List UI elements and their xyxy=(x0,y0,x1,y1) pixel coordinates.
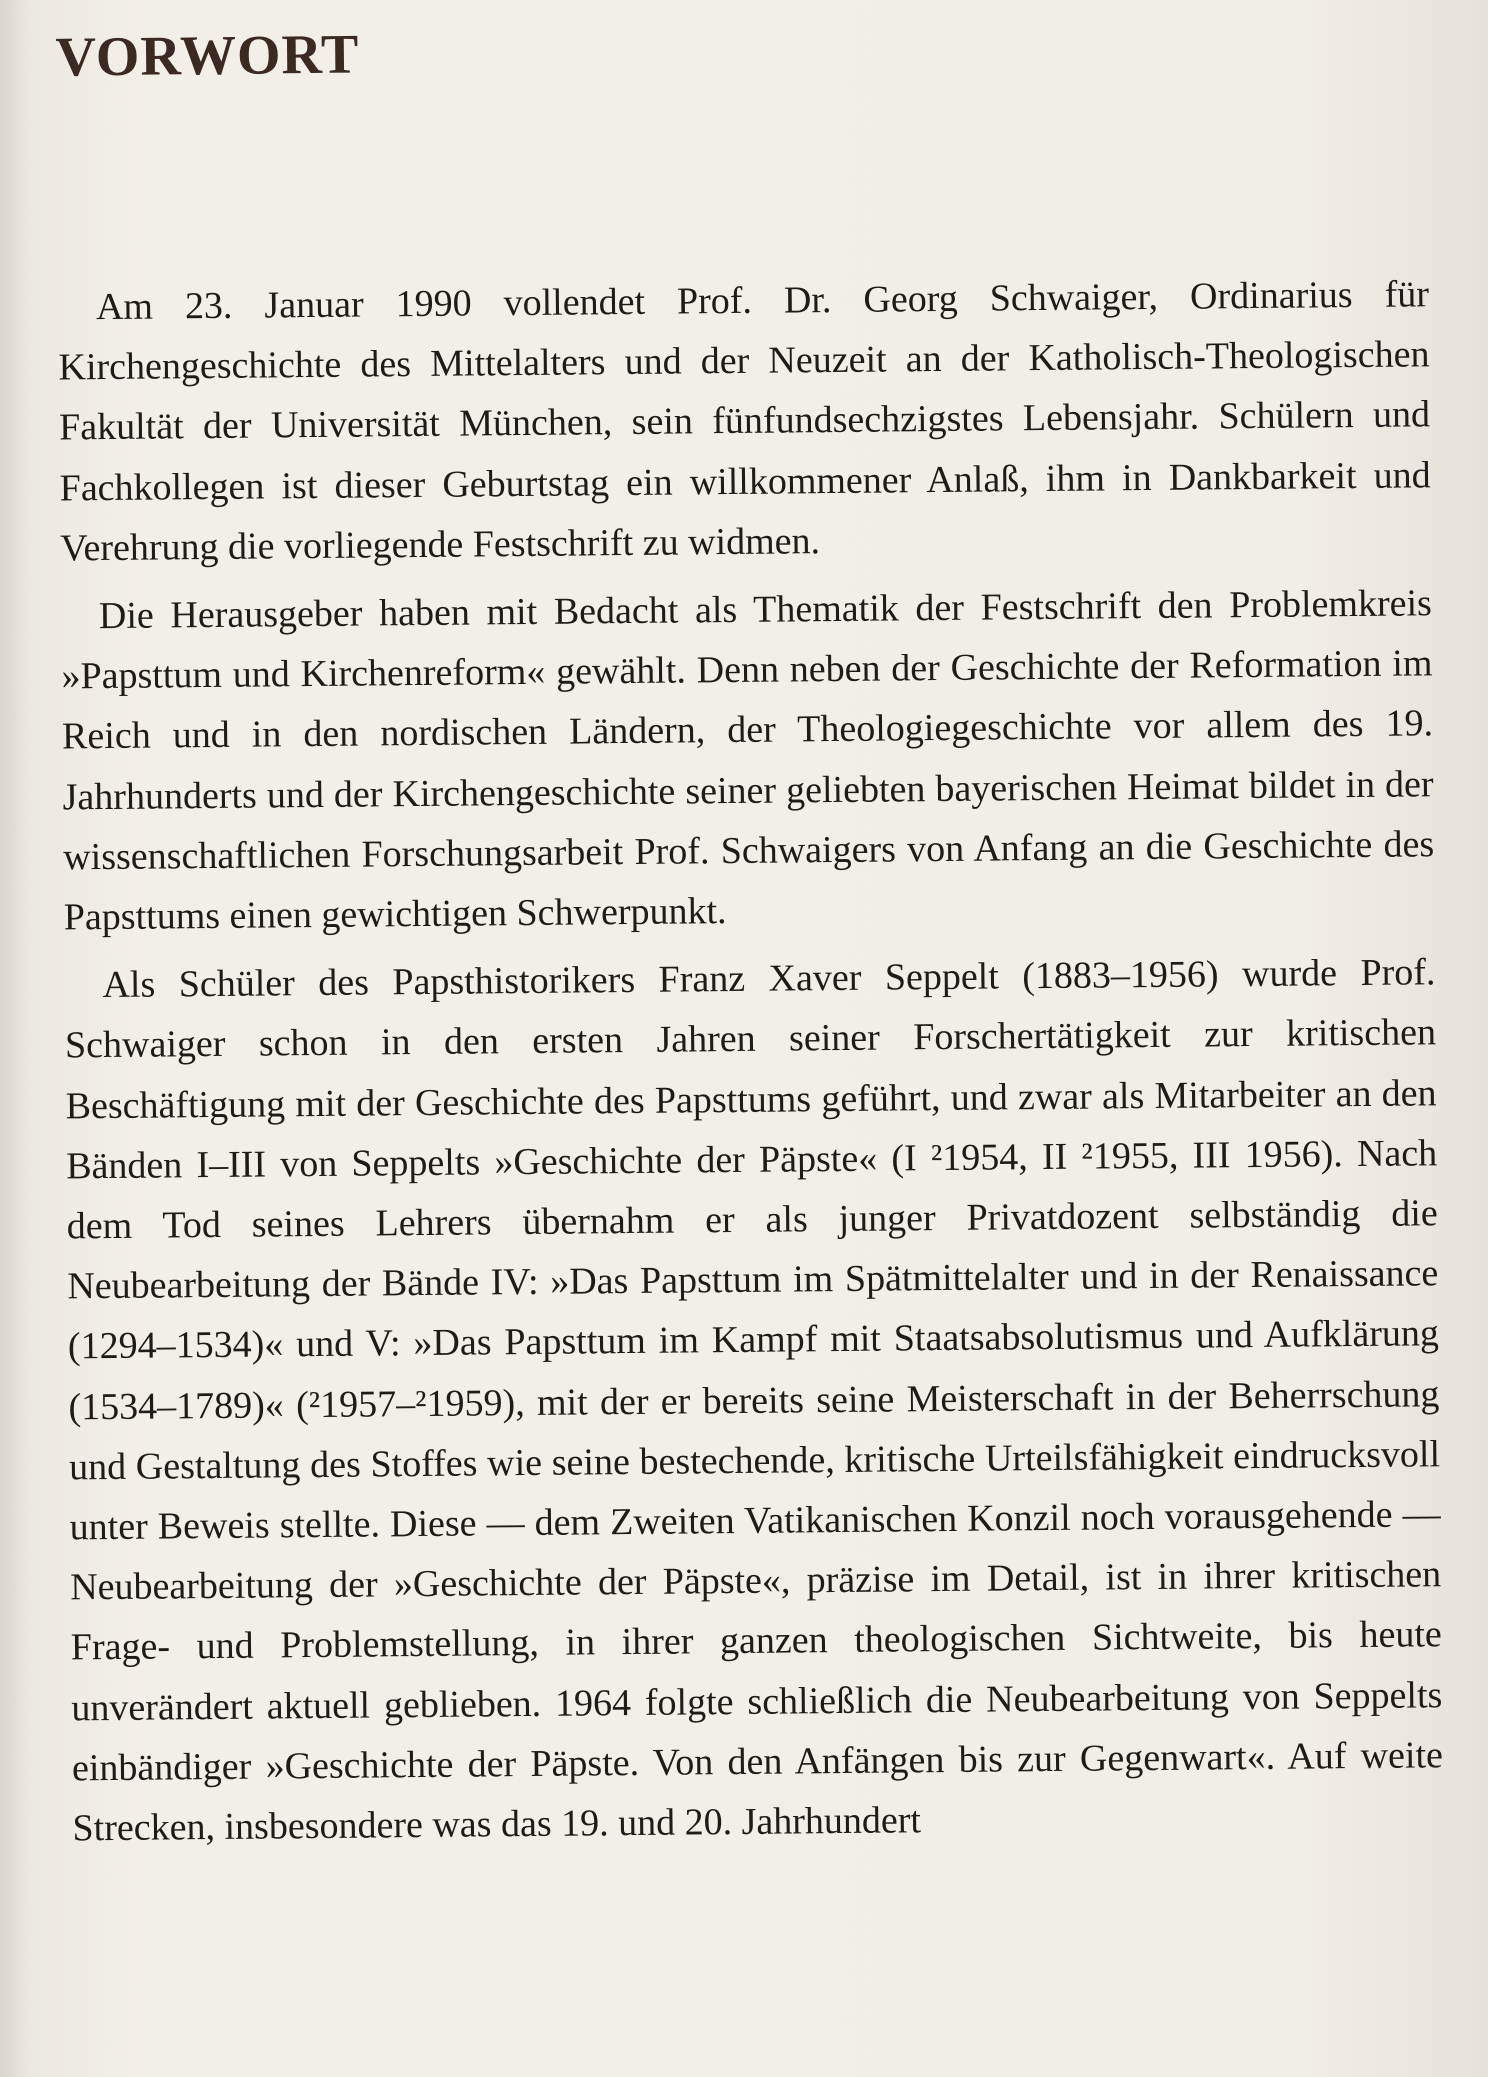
paragraph-3: Als Schüler des Papsthistorikers Franz Xaver Seppelt (1883–1956) wurde Prof. Schwaiger schon in den ersten Jahren seiner Forschertätigkeit zur kritischen Beschäftigung mit der Geschichte des Papsttums geführt, und zwar als Mitarbeiter an den Bänden I–III von Seppelts »Geschichte der Päpste« (I ²1954, II ²1955, III 1956). Nach dem Tod seines Lehrers übernahm er als junger Privatdozent selbständig die Neubearbeitung der Bände IV: »Das Papsttum im Spätmittelalter und in der Renaissance (1294–1534)« und V: »Das Papsttum im Kampf mit Staatsabsolutismus und Aufklärung (1534–1789)« (²1957–²1959), mit der er bereits seine Meisterschaft in der Beherrschung und Gestaltung des Stoffes wie seine bestechende, kritische Urteilsfähigkeit eindrucksvoll unter Beweis stellte. Diese — dem Zweiten Vatikanischen Konzil noch vorausgehende — Neubearbeitung der »Geschichte der Päpste«, präzise im Detail, ist in ihrer kritischen Frage- und Problemstellung, in ihrer ganzen theologischen Sichtweite, bis heute unverändert aktuell geblieben. 1964 folgte schließlich die Neubearbeitung von Seppelts einbändiger »Geschichte der Päpste. Von den Anfängen bis zur Gegenwart«. Auf weite Strecken, insbesondere was das 19. und 20. Jahrhundert xyxy=(64,951,1444,1850)
page-body xyxy=(58,264,1444,1858)
page-title: VORWORT xyxy=(55,23,360,89)
paragraph-2: Die Herausgeber haben mit Bedacht als Thematik der Festschrift den Problemkreis »Papsttum und Kirchenreform« gewählt. Denn neben der Geschichte der Reformation im Reich und in den nordischen Ländern, der Theologiegeschichte vor allem des 19. Jahrhunderts und der Kirchengeschichte seiner geliebten bayerischen Heimat bildet in der wissenschaftlichen Forschungsarbeit Prof. Schwaigers von Anfang an die Geschichte des Papsttums einen gewichtigen Schwerpunkt. xyxy=(61,582,1435,939)
paragraph-1: Am 23. Januar 1990 vollendet Prof. Dr. Georg Schwaiger, Ordinarius für Kirchengeschichte des Mittelalters und der Neuzeit an der Katholisch-Theologischen Fakultät der Universität München, sein fünfundsechzigstes Lebensjahr. Schülern und Fachkollegen ist dieser Geburtstag ein willkommener Anlaß, ihm in Dankbarkeit und Verehrung die vorliegende Festschrift zu widmen. xyxy=(58,273,1431,570)
